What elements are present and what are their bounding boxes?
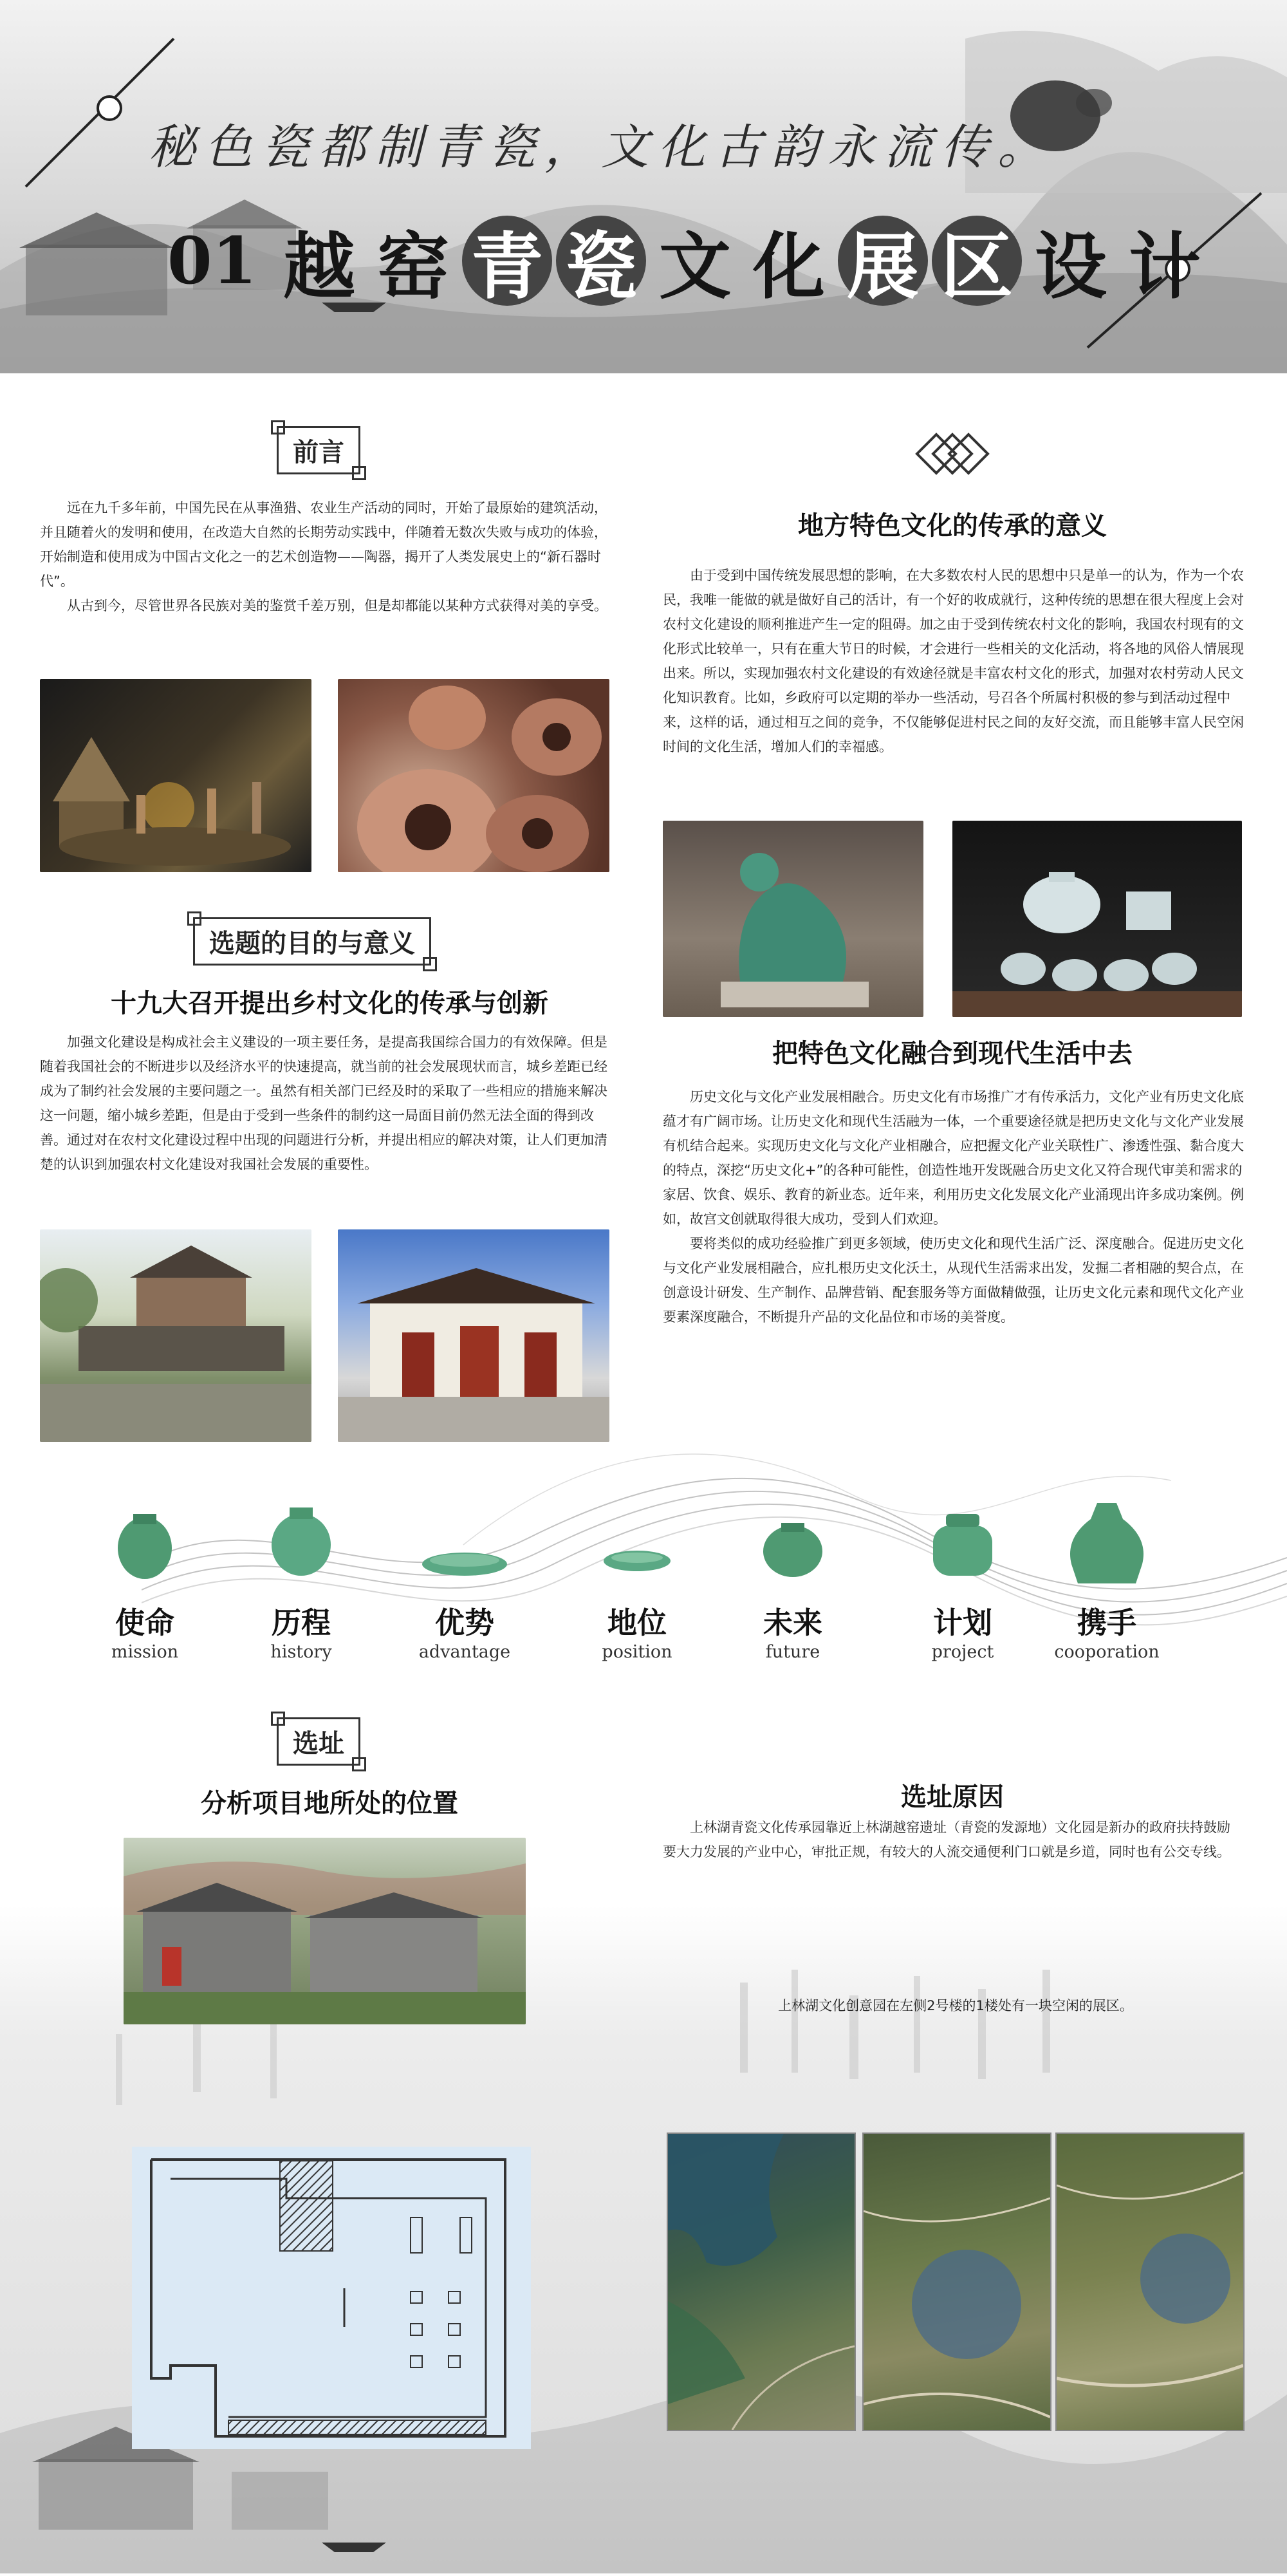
vase-label-history: 历程 history xyxy=(270,1605,332,1662)
site-highlight-circle xyxy=(1140,2234,1230,2324)
site-note: 上林湖文化创意园在左侧2号楼的1楼处有一块空闲的展区。 xyxy=(778,1998,1133,2013)
satellite-map-lake xyxy=(667,2133,856,2431)
bronze-sculpture xyxy=(663,821,923,1017)
vase-label-future: 未来 future xyxy=(763,1605,822,1662)
vase-label-project: 计划 project xyxy=(931,1605,994,1662)
vase-label-cooperation: 携手 cooporation xyxy=(1054,1605,1160,1662)
header-slogan: 秘色瓷都制青瓷，文化古韵永流传。 xyxy=(148,120,1054,175)
vase-tall-icon xyxy=(1070,1503,1143,1583)
vase-label-position: 地位 position xyxy=(602,1605,672,1662)
title-char: 越 xyxy=(283,224,355,309)
floor-plan-drawing xyxy=(132,2147,531,2449)
preface-tag: 前言 xyxy=(277,426,360,474)
satellite-town-detail xyxy=(864,2134,1050,2430)
header-banner xyxy=(0,0,1287,373)
celadon-vase-row xyxy=(0,1500,1287,1590)
title-char-highlight: 区 xyxy=(932,216,1022,306)
title-char: 计 xyxy=(1129,224,1201,309)
purpose-tag: 选题的目的与意义 xyxy=(193,917,431,966)
floor-plan xyxy=(132,2147,531,2449)
vase-jar-icon xyxy=(118,1514,172,1579)
title-char: 设 xyxy=(1035,224,1107,309)
site-buildings-photo xyxy=(124,1838,526,2024)
vase-round-icon xyxy=(272,1507,331,1576)
site-highlight-circle xyxy=(912,2250,1021,2359)
integration-heading: 把特色文化融合到现代生活中去 xyxy=(772,1038,1133,1069)
page-title xyxy=(167,216,1210,309)
purpose-paragraph: 加强文化建设是构成社会主义建设的一项主要任务，是提高我国综合国力的有效保障。但是随着我国社会的不断进步以及经济水平的快速提高，就当前的社会发展现状而言，城乡差距已经成为了制约社会发展的主要问题之一。虽然有相关部门已经及时的采取了一些相应的措施来解决这一问题，缩小城乡差距，但是由于受到一些条件的制约这一局面目前仍然无法全面的得到改善。通过对在农村文化建设过程中出现的问题进行分析，并提出相应的解决对策，让人们更加清楚的认识到加强农村文化建设对我国社会发展的重要性。 xyxy=(40,1034,607,1172)
title-char-highlight: 展 xyxy=(838,216,928,306)
vase-dish-icon xyxy=(604,1551,671,1571)
tea-set xyxy=(952,821,1242,1017)
vase-plate-icon xyxy=(422,1553,507,1576)
preface-paragraph: 从古到今，尽管世界各民族对美的鉴赏千差万别，但是却都能以某种方式获得对美的享受。 xyxy=(67,598,607,613)
traditional-building-photo xyxy=(338,1229,609,1442)
vase-lidded-jar-icon xyxy=(933,1514,992,1576)
traditional-building xyxy=(338,1229,609,1442)
purpose-heading: 十九大召开提出乡村文化的传承与创新 xyxy=(111,988,548,1018)
satellite-closeup-detail xyxy=(1057,2134,1243,2430)
pottery-jars xyxy=(338,679,609,872)
diamond-ornament-icon xyxy=(898,425,1007,483)
title-char-highlight: 瓷 xyxy=(556,216,646,306)
satellite-map-town xyxy=(862,2133,1051,2431)
preface-paragraph: 远在九千多年前，中国先民在从事渔猎、农业生产活动的同时，开始了最原始的建筑活动，并且随着火的发明和使用，在改造大自然的长期劳动实践中，伴随着无数次失败与成功的体验，开始制造和使用成为中国古文化之一的艺术创造物——陶器，揭开了人类发展史上的“新石器时代”。 xyxy=(40,500,607,589)
pottery-jars-photo xyxy=(338,679,609,872)
local-culture-paragraph: 由于受到中国传统发展思想的影响，在大多数农村人民的思想中只是单一的认为，作为一个农民，我唯一能做的就是做好自己的活计，有一个好的收成就行，这种传统的思想在很大程度上会对农村文化建设的顺利推进产生一定的阻碍。加之由于受到传统农村文化的影响，我国农村现有的文化形式比较单一，只有在重大节日的时候，才会进行一些相关的文化活动，将各地的风俗人情展现出来。所以，实现加强农村文化建设的有效途径就是丰富农村文化的形式，加强对农村劳动人民文化知识教育。比如，乡政府可以定期的举办一些活动，号召各个所属村积极的参与到活动过程中来，这样的话，通过相互之间的竞争，不仅能够促进村民之间的友好交流，而且能够丰富人民空闲时间的文化生活，增加人们的幸福感。 xyxy=(663,568,1244,754)
ink-landscape-illustration xyxy=(0,0,1287,373)
title-char-highlight: 青 xyxy=(462,216,552,306)
title-number: 01 xyxy=(167,223,257,299)
preface-text xyxy=(40,496,619,618)
site-buildings xyxy=(124,1838,526,2024)
title-char: 文 xyxy=(659,224,731,309)
site-reason-heading: 选址原因 xyxy=(901,1782,1004,1812)
village-entrance-photo xyxy=(40,1229,311,1442)
title-char: 化 xyxy=(753,224,825,309)
diorama-figures xyxy=(40,679,311,872)
museum-diorama-photo xyxy=(40,679,311,872)
vase-label-advantage: 优势 advantage xyxy=(418,1605,511,1662)
local-culture-heading: 地方特色文化的传承的意义 xyxy=(798,510,1107,541)
integration-text xyxy=(663,1085,1248,1329)
site-reason-paragraph: 上林湖青瓷文化传承园靠近上林湖越窑遗址（青瓷的发源地）文化园是新办的政府扶持鼓励要大力发展的产业中心，审批正规，有较大的人流交通便利门口就是乡道，同时也有公交专线。 xyxy=(663,1820,1230,1860)
title-char: 窑 xyxy=(377,224,449,309)
celadon-tea-set-photo xyxy=(952,821,1242,1017)
village-entrance xyxy=(40,1229,311,1442)
celadon-sculpture-photo xyxy=(663,821,923,1017)
site-tag: 选址 xyxy=(277,1717,360,1766)
satellite-map-closeup xyxy=(1055,2133,1245,2431)
satellite-lake-detail xyxy=(668,2134,855,2430)
vase-pot-icon xyxy=(763,1523,822,1577)
site-heading: 分析项目地所处的位置 xyxy=(201,1788,458,1818)
integration-paragraph: 要将类似的成功经验推广到更多领域，使历史文化和现代生活广泛、深度融合。促进历史文化与文化产业发展相融合，应扎根历史文化沃土，从现代生活需求出发，发掘二者相融的契合点，在创意设计研发、生产制作、品牌营销、配套服务等方面做精做强，让历史文化元素和现代文化产业要素深度融合，不断提升产品的文化品位和市场的美誉度。 xyxy=(663,1236,1244,1325)
integration-paragraph: 历史文化与文化产业发展相融合。历史文化有市场推广才有传承活力，文化产业有历史文化底蕴才有广阔市场。让历史文化和现代生活融为一体，一个重要途径就是把历史文化与文化产业发展有机结合起来。实现历史文化与文化产业相融合，应把握文化产业关联性广、渗透性强、黏合度大的特点，深挖“历史文化+”的各种可能性，创造性地开发既融合历史文化又符合现代审美和需求的家居、饮食、娱乐、教育的新业态。近年来，利用历史文化发展文化产业涌现出许多成功案例。例如，故宫文创就取得很大成功，受到人们欢迎。 xyxy=(663,1089,1244,1227)
vase-label-mission: 使命 mission xyxy=(111,1605,179,1662)
